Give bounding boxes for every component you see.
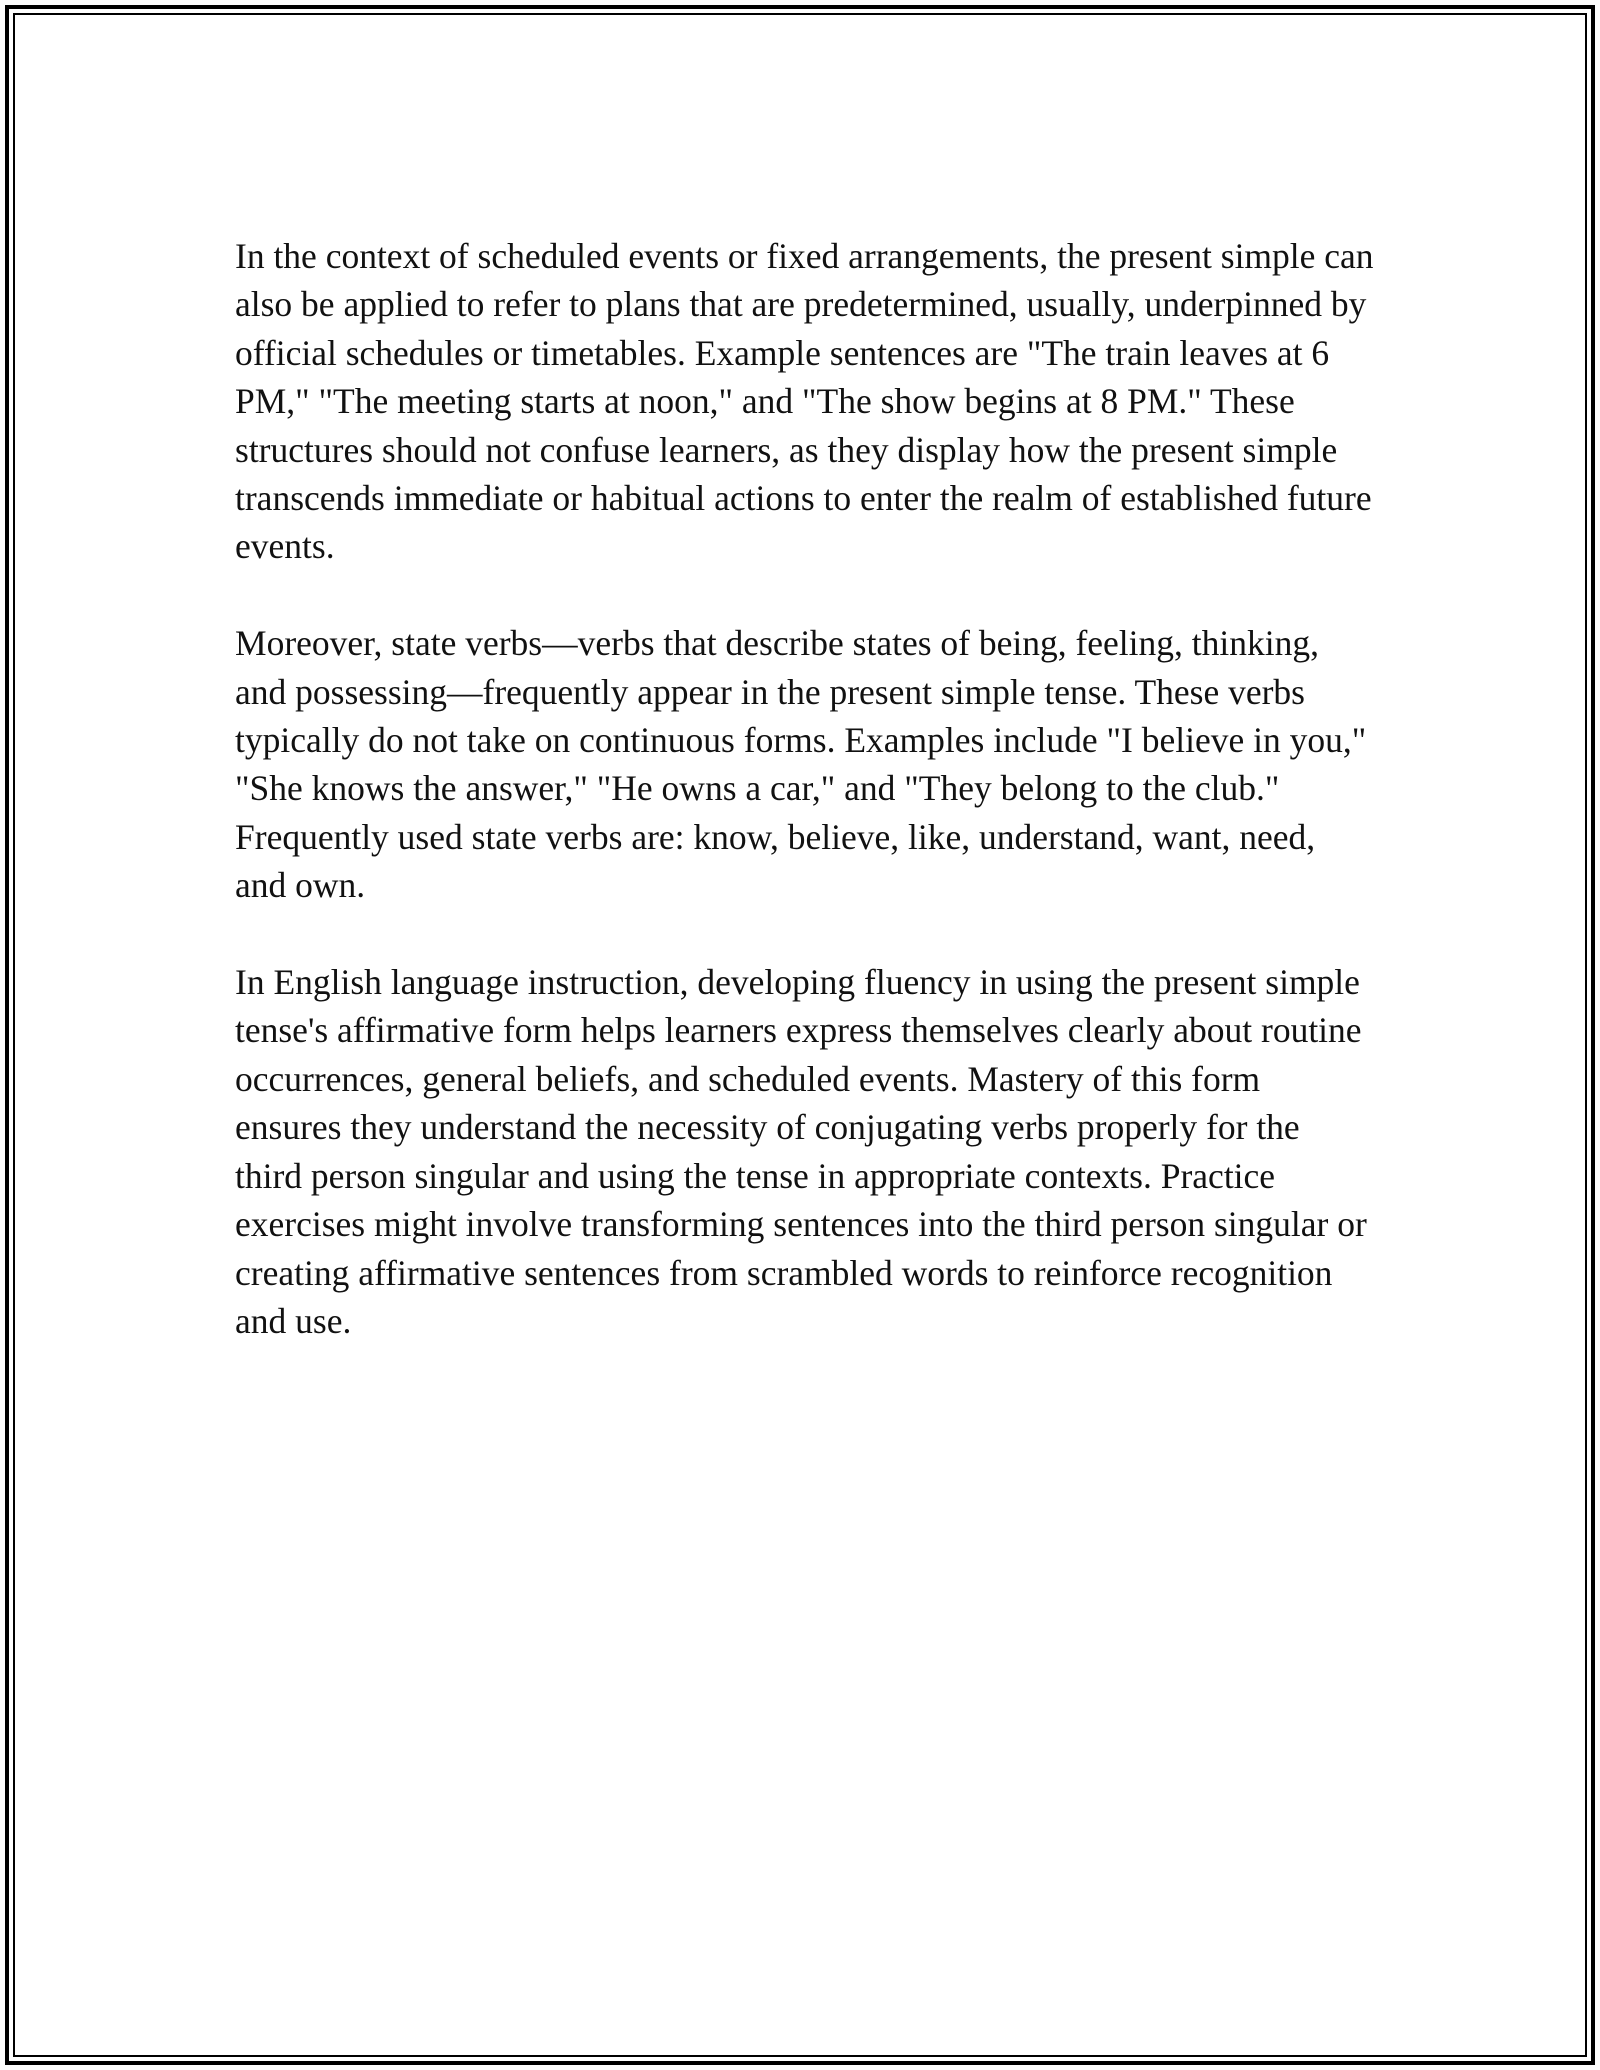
paragraph-scheduled-events: In the context of scheduled events or fixed arrangements, the present simple can also be applied to refer to plans that are predetermined, usually, underpinned by official schedules or timetables. Example sentences are "The train leaves at 6 PM," "The meeting starts at noon," and "The show begins at 8 PM." These structures should not confuse learners, as they display how the present simple transcends immediate or habitual actions to enter the realm of established future events. <box>235 236 1374 567</box>
paragraph-state-verbs: Moreover, state verbs—verbs that describe states of being, feeling, thinking, and possessing—frequently appear in the present simple tense. These verbs typically do not take on continuous forms. Examples include "I believe in you," "She knows the answer," "He owns a car," and "They belong to the club." Frequently used state verbs are: know, believe, like, understand, want, need, and own. <box>235 623 1367 906</box>
document-body <box>235 232 1375 1394</box>
paragraph-language-instruction: In English language instruction, developing fluency in using the present simple tense's affirmative form helps learners express themselves clearly about routine occurrences, general beliefs, and scheduled events. Mastery of this form ensures they understand the necessity of conjugating verbs properly for the third person singular and using the tense in appropriate contexts. Practice exercises might involve transforming sentences into the third person singular or creating affirmative sentences from scrambled words to reinforce recognition and use. <box>235 962 1367 1341</box>
